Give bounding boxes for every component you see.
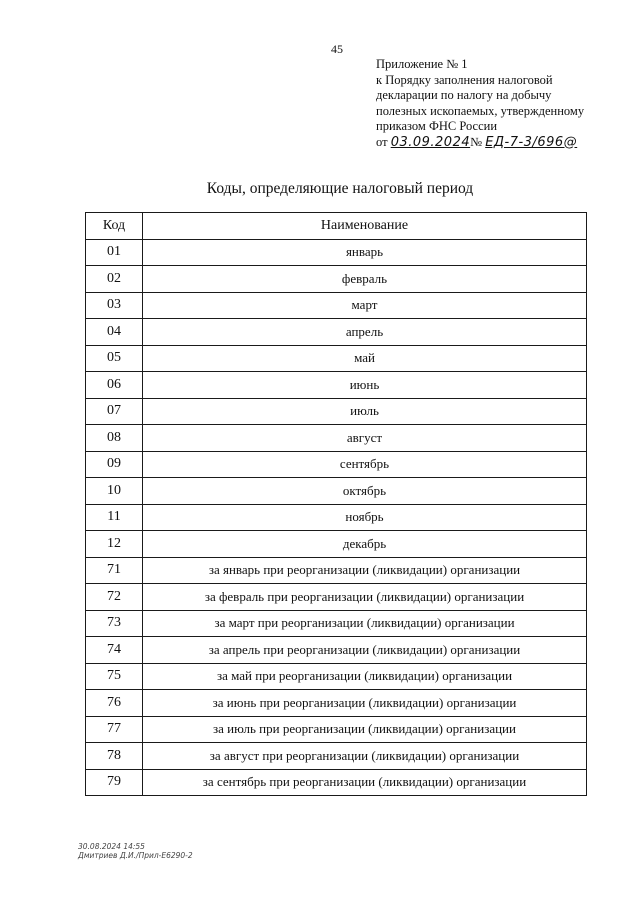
row-name: апрель: [143, 319, 587, 346]
table-row: [86, 584, 587, 611]
row-name: декабрь: [143, 531, 587, 558]
document-title: Коды, определяющие налоговый период: [206, 180, 474, 197]
number-prefix: №: [470, 134, 483, 149]
page-number: 45: [331, 42, 343, 56]
header-code: Код: [86, 213, 143, 240]
appendix-line: декларации по налогу на добычу: [376, 88, 552, 102]
row-code: 77: [86, 716, 143, 743]
row-name: за март при реорганизации (ликвидации) организации: [143, 610, 587, 637]
table-row: [86, 531, 587, 558]
appendix-line: полезных ископаемых, утвержденному: [376, 103, 585, 118]
row-code: 73: [86, 610, 143, 637]
footer-line: 30.08.2024 14:55: [78, 842, 145, 851]
row-code: 76: [86, 690, 143, 717]
row-name: июнь: [143, 372, 587, 399]
row-name: за январь при реорганизации (ликвидации) организации: [143, 557, 587, 584]
row-code: 71: [86, 557, 143, 584]
row-code: 11: [86, 504, 143, 531]
row-name: сентябрь: [143, 451, 587, 478]
row-code: 06: [86, 372, 143, 399]
table-row: [86, 743, 587, 770]
row-code: 74: [86, 637, 143, 664]
table-row: [86, 425, 587, 452]
row-name: май: [143, 345, 587, 372]
row-name: за июль при реорганизации (ликвидации) организации: [143, 716, 587, 743]
table-row: [86, 690, 587, 717]
table-row: [86, 478, 587, 505]
row-name: февраль: [143, 266, 587, 293]
table-row: [86, 451, 587, 478]
row-name: март: [143, 292, 587, 319]
row-code: 12: [86, 531, 143, 558]
table-header-row: [86, 213, 587, 240]
appendix-line: к Порядку заполнения налоговой: [376, 72, 553, 87]
table-row: [86, 663, 587, 690]
row-code: 78: [86, 743, 143, 770]
row-code: 02: [86, 266, 143, 293]
table-row: [86, 557, 587, 584]
row-code: 05: [86, 345, 143, 372]
date-prefix: от: [376, 134, 388, 149]
table-row: [86, 372, 587, 399]
table-row: [86, 398, 587, 425]
header-name: Наименование: [143, 213, 587, 240]
table-row: [86, 239, 587, 266]
row-name: август: [143, 425, 587, 452]
row-code: 03: [86, 292, 143, 319]
table-row: [86, 319, 587, 346]
row-code: 07: [86, 398, 143, 425]
row-code: 72: [86, 584, 143, 611]
table-row: [86, 637, 587, 664]
row-name: ноябрь: [143, 504, 587, 531]
row-name: за июнь при реорганизации (ликвидации) организации: [143, 690, 587, 717]
table-row: [86, 769, 587, 796]
appendix-line: приказом ФНС России: [376, 119, 498, 133]
order-number: ЕД-7-3/696@: [485, 134, 578, 150]
appendix-line: Приложение № 1: [376, 57, 468, 71]
row-code: 79: [86, 769, 143, 796]
appendix-header: [376, 57, 584, 150]
period-codes-table: [85, 212, 587, 796]
row-code: 10: [86, 478, 143, 505]
row-code: 09: [86, 451, 143, 478]
row-name: октябрь: [143, 478, 587, 505]
table-row: [86, 504, 587, 531]
order-date-line: [376, 135, 584, 151]
row-name: за май при реорганизации (ликвидации) организации: [143, 663, 587, 690]
table-row: [86, 292, 587, 319]
footer-stamp: [78, 842, 193, 860]
table-row: [86, 610, 587, 637]
row-name: за апрель при реорганизации (ликвидации) организации: [143, 637, 587, 664]
table-row: [86, 716, 587, 743]
row-code: 01: [86, 239, 143, 266]
row-code: 75: [86, 663, 143, 690]
row-name: за февраль при реорганизации (ликвидации) организации: [143, 584, 587, 611]
order-date: 03.09.2024: [390, 134, 471, 150]
row-name: январь: [143, 239, 587, 266]
footer-line: Дмитриев Д.И./Прил-Е6290-2: [78, 851, 193, 860]
row-name: июль: [143, 398, 587, 425]
table-row: [86, 345, 587, 372]
row-code: 04: [86, 319, 143, 346]
table-row: [86, 266, 587, 293]
row-name: за август при реорганизации (ликвидации) организации: [143, 743, 587, 770]
row-name: за сентябрь при реорганизации (ликвидации) организации: [143, 769, 587, 796]
row-code: 08: [86, 425, 143, 452]
